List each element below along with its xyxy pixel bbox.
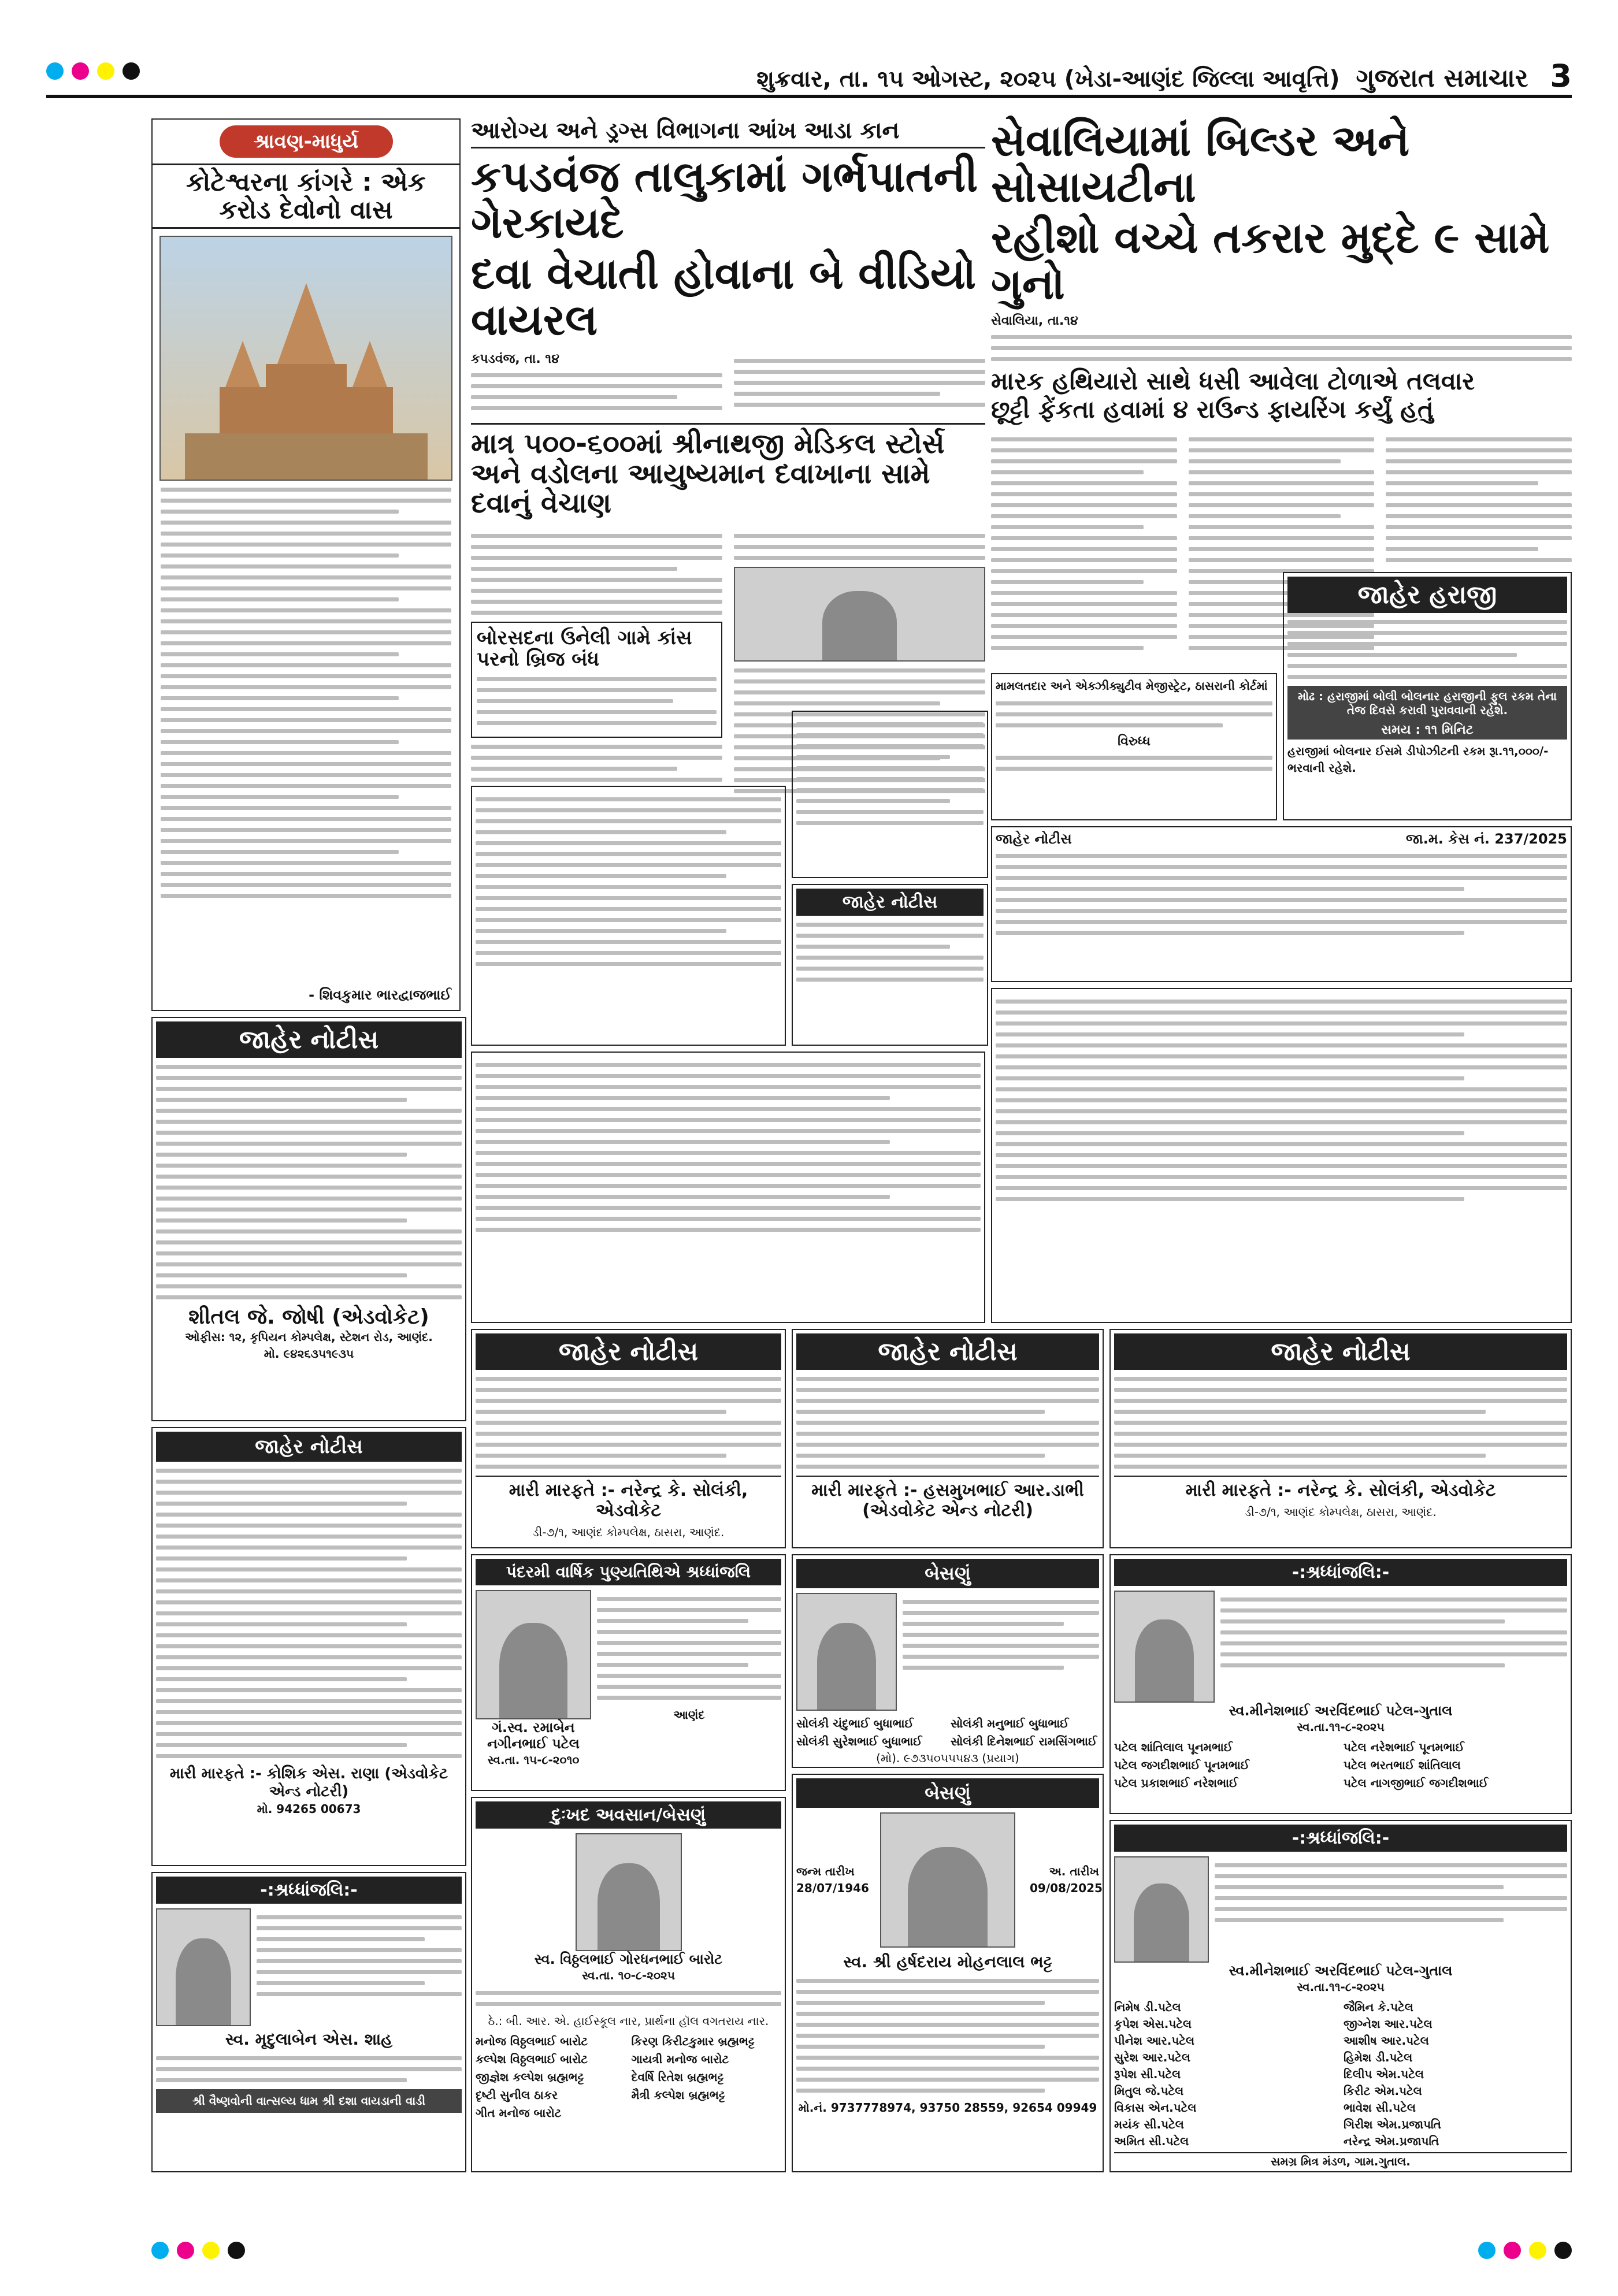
health-headline-1: કપડવંજ તાલુકામાં ગર્ભપાતની ગેરકાયદે: [471, 152, 978, 248]
notice-joshi: [151, 1017, 466, 1421]
mridula-venue: શ્રી વૈષ્ણવોની વાત્સલ્ય ધામ શ્રી દશા વાયડાની વાડી: [156, 2089, 462, 2113]
notice-dabhi-title: જાહેર નોટીસ: [796, 889, 984, 916]
patel-top-mourners: [1114, 1739, 1567, 1792]
court-office: મામલતદાર અને એક્ઝીક્યુટીવ મેજીસ્ટ્રેટ, ઠાસરાની કોર્ટમાં: [996, 679, 1268, 693]
solanki-mourner-3: સોલંકી સુરેશભાઈ બુધાભાઈ: [796, 1734, 922, 1748]
court-vs: વિરુધ્ધ: [1118, 734, 1151, 749]
mourner-name: પટેલ જગદીશભાઈ પૂનમભાઈ: [1114, 1758, 1250, 1772]
registration-dot: [177, 2242, 194, 2259]
shravan-story: [151, 118, 461, 1011]
auction-time: સમય : ૧૧ મિનિટ: [1287, 720, 1567, 740]
health-story: [471, 118, 985, 783]
mourner-name: પટેલ પ્રકાશભાઈ નરેશભાઈ: [1114, 1776, 1238, 1790]
mourner-name: રૂપેશ સી.પટેલ: [1114, 2067, 1181, 2081]
notice-solanki-2: [792, 1329, 1104, 1548]
medical-store-photo: [734, 567, 985, 662]
court-notice-mid-2: [471, 1052, 985, 1323]
shravan-banner: શ્રાવણ-માધુર્ય: [220, 125, 393, 158]
borsad-inset-title: બોરસદના ઉનેલી ગામે કાંસ પરનો બ્રિજ બંધ: [477, 626, 692, 671]
notice-rana-phone: મો. 94265 00673: [257, 1802, 361, 1816]
mourner-name: પટેલ શાંતિલાલ પૂનમભાઈ: [1114, 1740, 1233, 1754]
notice-solanki-1: [471, 1329, 786, 1548]
solanki-mourner-2: સોલંકી મનુભાઈ બુધાભાઈ: [951, 1717, 1069, 1730]
court-notice-mid-3: [792, 884, 988, 1046]
notice-solanki-1-advocate: મારી મારફતે :- નરેન્દ્ર કે. સોલંકી, એડવોકેટ: [476, 1476, 781, 1524]
auction-note: મોઢ : હરાજીમાં બોલી બોલનાર હરાજીની ફુલ રકમ તેના તેજ દિવસે કરાવી પુરાવવાની રહેશે.: [1287, 686, 1567, 720]
temple-icon: [185, 260, 428, 480]
tribute-mridula: [151, 1872, 466, 2172]
masthead-title: [756, 58, 1572, 94]
notice-rana-title: જાહેર નોટીસ: [156, 1432, 462, 1462]
mourner-name: વિકાસ એન.પટેલ: [1114, 2101, 1197, 2115]
notice-solanki-3: [1109, 1329, 1572, 1548]
tribute-mridula-title: -:શ્રધ્ધાંજલિ:-: [156, 1877, 462, 1904]
barot-photo: [576, 1833, 682, 1951]
mridula-photo: [156, 1908, 251, 2026]
mourner-name: નિમેષ ડી.પટેલ: [1114, 2000, 1181, 2014]
solanki-photo: [796, 1593, 897, 1711]
health-kicker: આરોગ્ય અને ડ્રગ્સ વિભાગના આંખ આડા કાન: [471, 118, 985, 148]
mourner-name: અમિત સી.પટેલ: [1114, 2134, 1189, 2148]
mourner-name: પટેલ નરેશભાઈ પૂનમભાઈ: [1344, 1740, 1465, 1754]
notice-joshi-advocate: શીતલ જે. જોષી (એડવોકેટ): [188, 1305, 429, 1329]
tribute-barot-title: દુઃખદ અવસાન/બેસણું: [476, 1801, 781, 1829]
mourner-name: જીગ્નેશ આર.પટેલ: [1344, 2017, 1433, 2031]
tribute-patel-top-title: -:શ્રધ્ધાંજલિ:-: [1114, 1559, 1567, 1586]
patel-top-name: સ્વ.મીનેશભાઈ અરવિંદભાઈ પટેલ-ગુતાલ: [1229, 1703, 1453, 1719]
mourner-name: પટેલ નાગજીભાઈ જગદીશભાઈ: [1344, 1776, 1489, 1790]
borsad-inset: [471, 622, 722, 737]
notice-joshi-title: જાહેર નોટીસ: [156, 1021, 462, 1058]
notice-solanki-2-advocate: મારી મારફતે :- હસમુખભાઈ આર.ડાભી (એડવોકેટ એન્ડ નોટરી): [796, 1476, 1099, 1524]
mourner-name: કૃપેશ એસ.પટેલ: [1114, 2017, 1192, 2031]
bhatt-name: સ્વ. શ્રી હર્ષદરાય મોહનલાલ ભટ્ટ: [843, 1952, 1052, 1971]
patel-bottom-date: સ્વ.તા.૧૧-૮-૨૦૨૫: [1297, 1980, 1385, 1994]
patel-left-mourners: [1114, 1999, 1338, 2150]
shravan-headline: કોટેશ્વરના કાંગરે : એક કરોડ દેવોનો વાસ: [153, 164, 459, 229]
mourner-name: ભાવેશ સી.પટેલ: [1344, 2101, 1416, 2115]
auction-title: જાહેર હરાજી: [1287, 577, 1567, 613]
patel-bottom-photo: [1114, 1856, 1209, 1963]
mourner-name: પીનેશ આર.પટેલ: [1114, 2034, 1195, 2048]
besnu-bhatt-title: બેસણું: [796, 1778, 1099, 1808]
ramaben-date: સ્વ.તા. ૧૫-૮-૨૦૧૦: [487, 1753, 580, 1767]
besnu-solanki-title: બેસણું: [796, 1559, 1099, 1588]
ramaben-photo: [476, 1590, 591, 1719]
shravan-byline: - શિવકુમાર ભારદ્વાજભાઈ: [309, 987, 451, 1003]
notice-solanki-3-advocate: મારી મારફતે :- નરેન્દ્ર કે. સોલંકી, એડવોકેટ: [1114, 1476, 1567, 1504]
mourner-name: આશીષ આર.પટેલ: [1344, 2034, 1429, 2048]
mourner-name: હિમેશ ડી.પટેલ: [1344, 2050, 1413, 2064]
besnu-bhatt: [792, 1774, 1104, 2172]
mourner-name: કિરીટ એમ.પટેલ: [1344, 2084, 1422, 2098]
mourner-name: દેવર્ષિ રિતેશ બ્રહ્મભટ્ટ: [631, 2070, 724, 2084]
ramaben-name: ગં.સ્વ. રમાબેન નગીનભાઈ પટેલ: [487, 1719, 580, 1752]
builder-subhead-2: છૂટ્ટી ફેંકતા હવામાં ૪ રાઉન્ડ ફાયરિંગ કર્યું હતું: [991, 395, 1434, 423]
court-notice-right-2: [991, 988, 1572, 1323]
mourner-name: ગાયત્રી મનોજ બારોટ: [631, 2052, 729, 2066]
bhatt-death: અ. તારીખ 09/08/2025: [1030, 1864, 1103, 1895]
bhatt-birth: જન્મ તારીખ 28/07/1946: [796, 1864, 869, 1895]
bhatt-photo: [880, 1812, 1015, 1948]
court-notice-mid-1: [471, 786, 786, 1046]
tribute-barot: [471, 1797, 786, 2172]
notice-solanki-1-office: ડી-૭/૧, આણંદ કોમ્પલેક્ષ, ઠાસરા, આણંદ.: [532, 1525, 725, 1539]
masthead: [46, 58, 1572, 98]
auction-footer: હરાજીમાં બોલનાર ઈસમે ડીપોઝીટની રકમ રૂા.૧૧,૦૦૦/- ભરવાની રહેશે.: [1287, 744, 1549, 775]
court-notice-label: જાહેર નોટીસ: [996, 831, 1072, 847]
notice-rana-advocate: મારી મારફતે :- કોશિક એસ. રાણા (એડવોકેટ એન્ડ નોટરી): [169, 1765, 448, 1800]
mourner-name: મયંક સી.પટેલ: [1114, 2117, 1184, 2131]
mourner-name: નરેન્દ્ર એમ.પ્રજાપતિ: [1344, 2134, 1439, 2148]
registration-dot: [46, 62, 64, 80]
mourner-name: સુરેશ આર.પટેલ: [1114, 2050, 1191, 2064]
registration-marks: [46, 62, 855, 91]
registration-dot: [228, 2242, 245, 2259]
builder-subhead-1: મારક હથિયારો સાથે ધસી આવેલા ટોળાએ તલવાર: [991, 366, 1475, 395]
health-headline-2: દવા વેચાતી હોવાના બે વીડિયો વાયરલ: [471, 249, 977, 345]
tribute-patel-top: [1109, 1554, 1572, 1814]
registration-dot: [1478, 2242, 1495, 2259]
ramaben-place: આણંદ: [673, 1708, 705, 1722]
notice-solanki-2-title: જાહેર નોટીસ: [796, 1333, 1099, 1370]
patel-top-date: સ્વ.તા.૧૧-૮-૨૦૨૫: [1297, 1720, 1385, 1734]
court-notice-wide: [991, 826, 1572, 982]
mourner-name: મૈત્રી કલ્પેશ બ્રહ્મભટ્ટ: [631, 2088, 725, 2102]
barot-name: સ્વ. વિઠ્ઠલભાઈ ગોરધનભાઈ બારોટ: [534, 1951, 723, 1967]
builder-headline-1: સેવાલિયામાં બિલ્ડર અને સોસાયટીના: [991, 116, 1410, 212]
registration-dot: [151, 2242, 169, 2259]
builder-headline-2: રહીશો વચ્ચે તકરાર મુદ્દે ૯ સામે ગુનો: [991, 213, 1550, 309]
mourner-name: ગીત મનોજ બારોટ: [476, 2106, 562, 2120]
temple-photo: [159, 236, 452, 481]
tribute-patel-bottom: [1109, 1820, 1572, 2172]
notice-solanki-3-title: જાહેર નોટીસ: [1114, 1333, 1567, 1370]
mourner-name: પટેલ ભરતભાઈ શાંતિલાલ: [1344, 1758, 1461, 1772]
tribute-ramaben-title: પંદરમી વાર્ષિક પુણ્યતિથિએ શ્રધ્ધાંજલિ: [476, 1559, 781, 1585]
patel-bottom-name: સ્વ.મીનેશભાઈ અરવિંદભાઈ પટેલ-ગુતાલ: [1229, 1963, 1453, 1979]
mourner-name: ગિરીશ એમ.પ્રજાપતિ: [1344, 2117, 1441, 2131]
tribute-patel-bottom-title: -:શ્રધ્ધાંજલિ:-: [1114, 1825, 1567, 1852]
mourner-name: જીજ્ઞેશ કલ્પેશ બ્રહ્મભટ્ટ: [476, 2070, 584, 2084]
registration-dot: [1504, 2242, 1521, 2259]
mourner-name: દિલીપ એમ.પટેલ: [1344, 2067, 1424, 2081]
mridula-name: સ્વ. મૃદુલાબેન એસ. શાહ: [225, 2030, 393, 2049]
bhatt-phone: મો.નં. 9737778974, 93750 28559, 92654 09949: [798, 2101, 1097, 2115]
date-line: શુક્રવાર, તા. ૧૫ ઓગસ્ટ, ૨૦૨૫ (ખેડા-આણંદ જિલ્લા આવૃત્તિ): [756, 66, 1340, 92]
besnu-solanki: [792, 1554, 1104, 1768]
barot-venue: ઠે.: બી. આર. એ. હાઈસ્કૂલ નાર, પ્રાર્થના હૉલ વગતરાય નાર.: [488, 2014, 769, 2028]
patel-bottom-footer: સમગ્ર મિત્ર મંડળ, ગામ.ગુતાલ.: [1114, 2152, 1567, 2170]
health-subhead: માત્ર ૫૦૦-૬૦૦માં શ્રીનાથજી મેડિકલ સ્ટોર્સ અને વડોલના આયુષ્યમાન દવાખાના સામે દવાનું વેચાણ: [471, 423, 985, 519]
tribute-ramaben: [471, 1554, 786, 1791]
notice-solanki-3-office: ડી-૭/૧, આણંદ કોમ્પલેક્ષ, ઠાસરા, આણંદ.: [1245, 1505, 1437, 1519]
notice-joshi-phone: મો. ૯૪૨૬૩૫૧૯૩૫: [264, 1346, 354, 1361]
registration-dot: [202, 2242, 220, 2259]
patel-top-photo: [1114, 1591, 1215, 1703]
paper-name: ગુજરાત સમાચાર: [1356, 64, 1528, 93]
mourner-name: દૃષ્ટી સુનીલ ઠાકર: [476, 2088, 558, 2102]
notice-solanki-1-title: જાહેર નોટીસ: [476, 1333, 781, 1370]
court-notice-small: [991, 673, 1277, 820]
mourner-name: કિરણ કિરીટકુમાર બ્રહ્મભટ્ટ: [631, 2034, 755, 2048]
auction-notice: [1283, 572, 1572, 820]
registration-dot: [72, 62, 89, 80]
notice-joshi-office: ઓફીસ: ૧૨, કૃપિયન કોમ્પલેક્ષ, સ્ટેશન રોડ, આણંદ.: [185, 1329, 433, 1344]
barot-date: સ્વ.તા. ૧૦-૮-૨૦૨૫: [582, 1968, 675, 1982]
solanki-mourner-1: સોલંકી ચંદુભાઈ બુધાભાઈ: [796, 1717, 914, 1730]
page-number: 3: [1550, 58, 1572, 94]
builder-dateline: સેવાલિયા, તા.૧૪: [991, 313, 1078, 328]
patel-right-mourners: [1344, 1999, 1567, 2150]
registration-dot: [123, 62, 140, 80]
mourner-name: મિતુલ જે.પટેલ: [1114, 2084, 1184, 2098]
registration-dot: [1554, 2242, 1572, 2259]
notice-rana: [151, 1427, 466, 1866]
solanki-phone: (મો). ૯૭૩૫૦૫૫૫૪૩ (પ્રયાગ): [876, 1751, 1019, 1765]
bottom-marks: [151, 2242, 1572, 2265]
mourner-name: મનોજ વિઠ્ઠલભાઈ બારોટ: [476, 2034, 588, 2048]
registration-dot: [1529, 2242, 1546, 2259]
solanki-mourner-4: સોલંકી દિનેશભાઈ રામસિંગભાઈ: [951, 1734, 1097, 1748]
court-case-no: જા.મ. કેસ નં. 237/2025: [1406, 831, 1567, 847]
registration-dot: [97, 62, 114, 80]
court-notice-mid-right: [792, 711, 988, 878]
mourner-name: જૈમિન કે.પટેલ: [1344, 2000, 1413, 2014]
mourner-name: કલ્પેશ વિઠ્ઠલભાઈ બારોટ: [476, 2052, 588, 2066]
health-dateline: કપડવંજ, તા. ૧૪: [471, 351, 559, 366]
barot-mourners: [476, 2033, 781, 2122]
